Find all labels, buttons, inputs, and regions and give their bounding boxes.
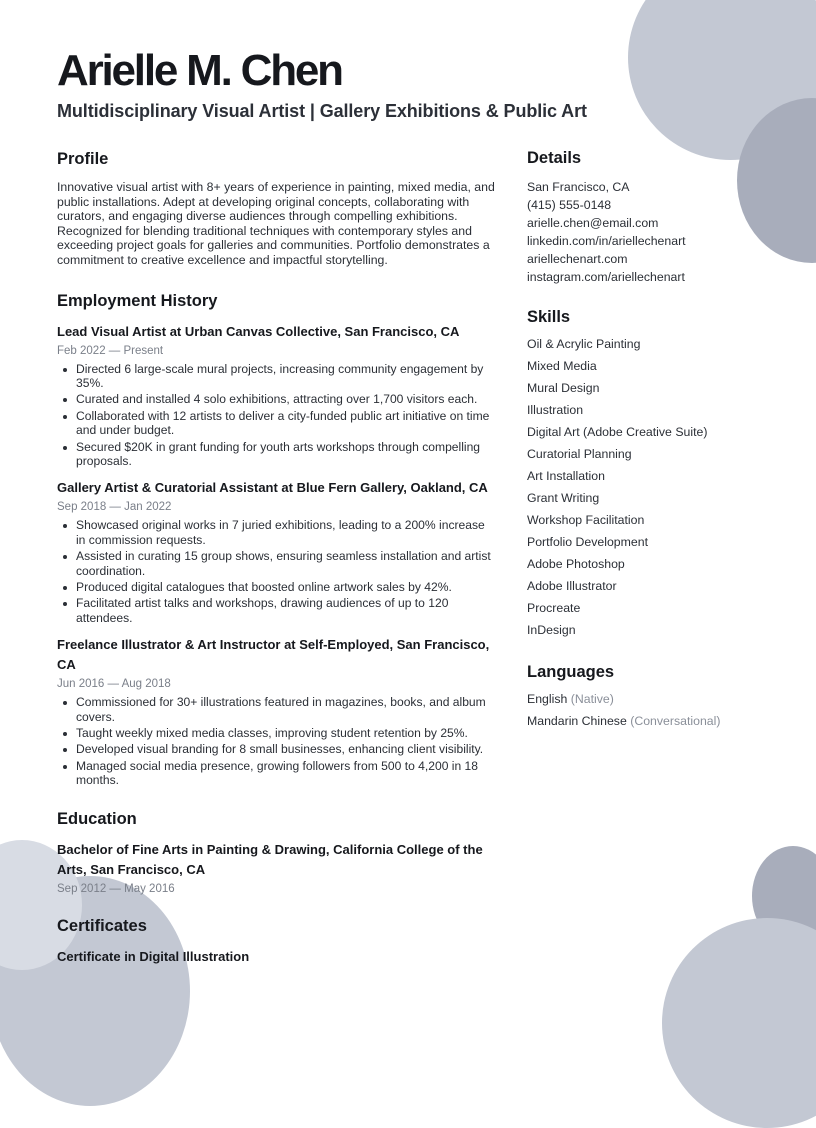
details-title: Details <box>527 149 582 167</box>
employment-section <box>57 292 497 788</box>
job-bullet: Developed visual branding for 8 small businesses, enhancing client visibility. <box>76 742 497 756</box>
job-bullets <box>57 362 497 469</box>
skill-item: Mixed Media <box>527 359 597 373</box>
language-item <box>527 688 767 710</box>
job-date: Sep 2018 — Jan 2022 <box>57 501 172 514</box>
skills-section <box>527 308 767 641</box>
detail-linkedin[interactable]: linkedin.com/in/ariellechenart <box>527 234 686 248</box>
skill-item: Curatorial Planning <box>527 447 632 461</box>
skill-item: Workshop Facilitation <box>527 513 645 527</box>
language-level: (Native) <box>570 692 614 706</box>
detail-instagram[interactable]: instagram.com/ariellechenart <box>527 270 685 284</box>
job-title: Lead Visual Artist at Urban Canvas Collective, San Francisco, CA <box>57 323 460 339</box>
skill-item: Mural Design <box>527 381 600 395</box>
job-bullet: Assisted in curating 15 group shows, ensuring seamless installation and artist coordination. <box>76 549 497 578</box>
detail-website[interactable]: ariellechenart.com <box>527 252 628 266</box>
certificate-item: Certificate in Digital Illustration <box>57 948 250 964</box>
job-bullets <box>57 518 497 625</box>
skill-item: Art Installation <box>527 469 605 483</box>
profile-section <box>57 150 497 268</box>
detail-location: San Francisco, CA <box>527 180 630 194</box>
main-column <box>57 150 497 991</box>
sidebar-column <box>527 149 767 754</box>
language-name: Mandarin Chinese <box>527 714 627 728</box>
job-bullet: Taught weekly mixed media classes, improving student retention by 25%. <box>76 726 497 740</box>
job-entry <box>57 635 497 787</box>
education-section <box>57 810 497 895</box>
details-section <box>527 149 767 286</box>
job-bullet: Curated and installed 4 solo exhibitions, attracting over 1,700 visitors each. <box>76 392 497 406</box>
skill-item: Digital Art (Adobe Creative Suite) <box>527 425 708 439</box>
job-entry <box>57 478 497 625</box>
education-title: Education <box>57 809 137 828</box>
job-bullet: Collaborated with 12 artists to deliver a city-funded public art initiative on time and under budget. <box>76 409 497 438</box>
job-bullet: Facilitated artist talks and workshops, drawing audiences of up to 120 attendees. <box>76 596 497 625</box>
skill-item: Grant Writing <box>527 491 600 505</box>
languages-title: Languages <box>527 663 615 681</box>
skill-item: Portfolio Development <box>527 535 648 549</box>
job-date: Feb 2022 — Present <box>57 344 164 357</box>
candidate-headline: Multidisciplinary Visual Artist | Gallery Exhibitions & Public Art <box>57 101 587 121</box>
languages-section <box>527 663 767 732</box>
job-bullet: Directed 6 large-scale mural projects, increasing community engagement by 35%. <box>76 362 497 391</box>
language-item <box>527 710 767 732</box>
skill-item: InDesign <box>527 623 576 637</box>
skill-item: Procreate <box>527 601 581 615</box>
job-title: Freelance Illustrator & Art Instructor at Self-Employed, San Francisco, CA <box>57 637 490 673</box>
skills-title: Skills <box>527 308 571 326</box>
job-title: Gallery Artist & Curatorial Assistant at Blue Fern Gallery, Oakland, CA <box>57 480 488 496</box>
detail-phone[interactable]: (415) 555-0148 <box>527 198 612 212</box>
detail-email[interactable]: arielle.chen@email.com <box>527 216 659 230</box>
education-degree: Bachelor of Fine Arts in Painting & Drawing, California College of the Arts, San Francisco, CA <box>57 841 483 877</box>
skill-item: Adobe Photoshop <box>527 557 625 571</box>
job-bullet: Produced digital catalogues that boosted online artwork sales by 42%. <box>76 580 497 594</box>
job-entry <box>57 322 497 469</box>
job-bullet: Commissioned for 30+ illustrations featured in magazines, books, and album covers. <box>76 695 497 724</box>
candidate-name: Arielle M. Chen <box>57 46 342 95</box>
language-level: (Conversational) <box>630 714 721 728</box>
skills-list <box>527 333 767 641</box>
job-bullet: Secured $20K in grant funding for youth arts workshops through compelling proposals. <box>76 440 497 469</box>
profile-text: Innovative visual artist with 8+ years of experience in painting, mixed media, and public installations. Adept at developing original concepts, collaborating with curators, and engaging diverse audiences through compelling exhibitions. Recognized for blending traditional techniques with contemporary styles and exceeding project goals for galleries and communities. Portfolio demonstrates a commitment to creative excellence and impactful storytelling. <box>57 180 495 267</box>
skill-item: Oil & Acrylic Painting <box>527 337 641 351</box>
job-bullet: Showcased original works in 7 juried exhibitions, leading to a 200% increase in commission requests. <box>76 518 497 547</box>
job-bullets <box>57 695 497 787</box>
job-bullet: Managed social media presence, growing followers from 500 to 4,200 in 18 months. <box>76 759 497 788</box>
employment-title: Employment History <box>57 291 218 310</box>
skill-item: Adobe Illustrator <box>527 579 617 593</box>
education-date: Sep 2012 — May 2016 <box>57 882 175 895</box>
job-date: Jun 2016 — Aug 2018 <box>57 678 171 691</box>
language-name: English <box>527 692 568 706</box>
skill-item: Illustration <box>527 403 584 417</box>
profile-title: Profile <box>57 150 109 168</box>
certificates-section <box>57 917 497 967</box>
certificates-title: Certificates <box>57 916 147 935</box>
